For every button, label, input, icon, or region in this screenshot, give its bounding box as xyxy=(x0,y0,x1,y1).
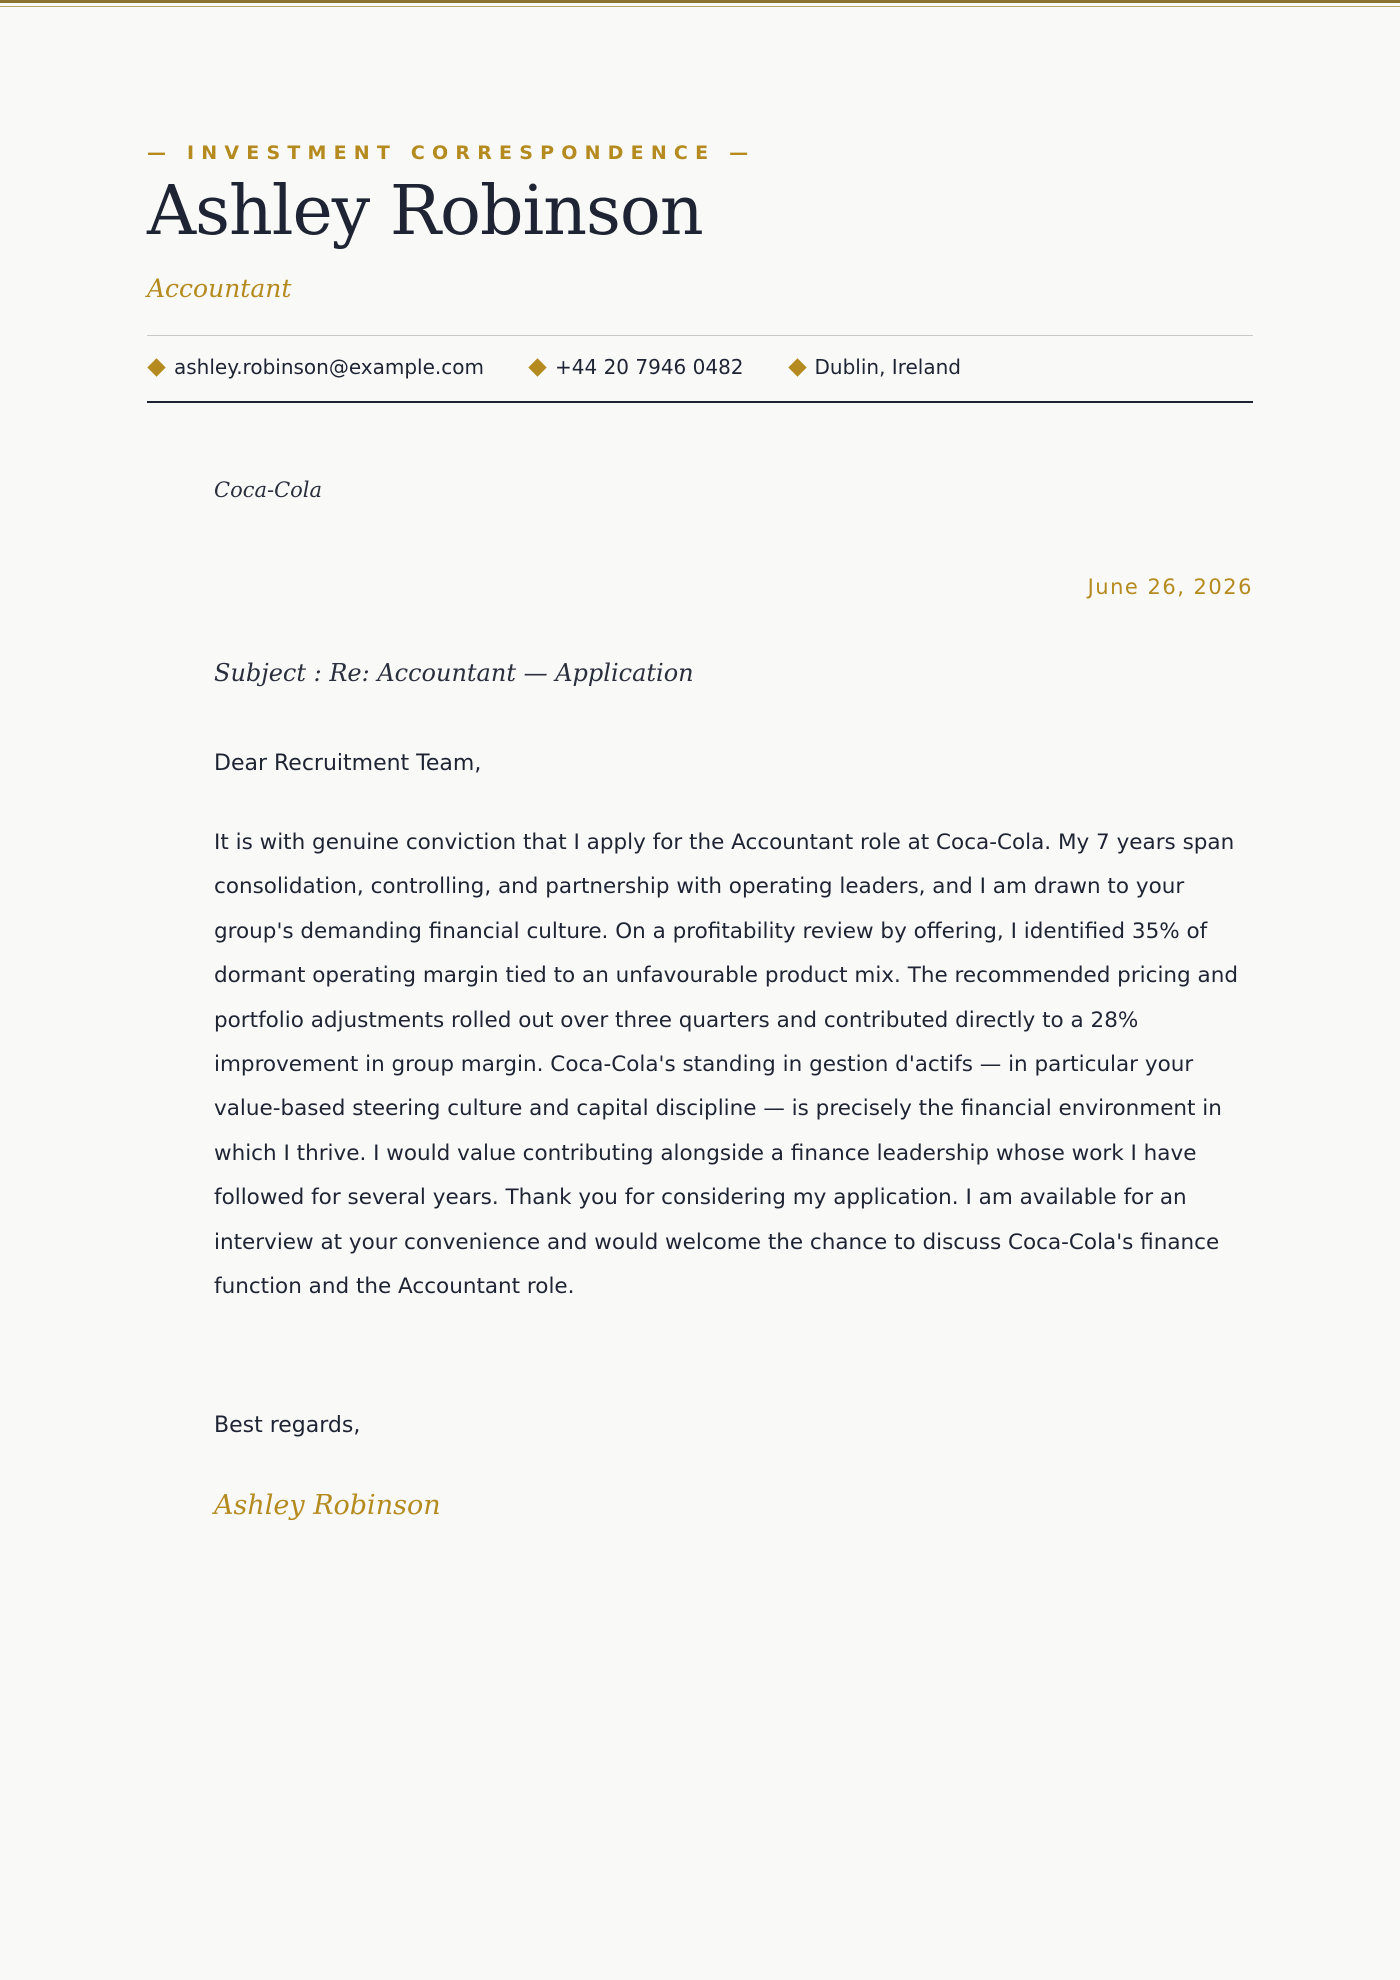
letter-signature: Ashley Robinson xyxy=(214,1490,441,1521)
sender-role: Accountant xyxy=(147,274,292,303)
diamond-bullet-icon xyxy=(788,358,806,376)
contact-email-text: ashley.robinson@example.com xyxy=(174,355,484,379)
contact-phone xyxy=(528,355,744,379)
sender-name: Ashley Robinson xyxy=(147,172,703,251)
contact-location xyxy=(788,355,961,379)
recipient-company: Coca-Cola xyxy=(214,478,323,502)
header-divider-thick xyxy=(147,401,1253,403)
letter-greeting: Dear Recruitment Team, xyxy=(214,751,482,776)
diamond-bullet-icon xyxy=(528,358,546,376)
letter-date: June 26, 2026 xyxy=(1087,575,1253,599)
header-divider-thin xyxy=(147,335,1253,336)
diamond-bullet-icon xyxy=(147,358,165,376)
letter-subject: Subject : Re: Accountant — Application xyxy=(214,659,694,687)
contact-row xyxy=(147,352,1005,382)
letter-body-paragraph: It is with genuine conviction that I apply for the Accountant role at Coca-Cola. My 7 years span consolidation, controlling, and partnership with operating leaders, and I am drawn to your group's demanding financial culture. On a profitability review by offering, I identified 35% of dormant operating margin tied to an unfavourable product mix. The recommended pricing and portfolio adjustments rolled out over three quarters and contributed directly to a 28% improvement in group margin. Coca-Cola's standing in gestion d'actifs — in particular your value-based steering culture and capital discipline — is precisely the financial environment in which I thrive. I would value contributing alongside a finance leadership whose work I have followed for several years. Thank you for considering my application. I am available for an interview at your convenience and would welcome the chance to discuss Coca-Cola's finance function and the Accountant role. xyxy=(214,830,1238,1300)
top-border-rule xyxy=(0,0,1400,7)
header-eyebrow: — INVESTMENT CORRESPONDENCE — xyxy=(147,142,756,164)
contact-location-text: Dublin, Ireland xyxy=(814,355,961,379)
contact-phone-text: +44 20 7946 0482 xyxy=(555,355,744,379)
letter-closing: Best regards, xyxy=(214,1413,361,1438)
contact-email xyxy=(147,355,484,379)
